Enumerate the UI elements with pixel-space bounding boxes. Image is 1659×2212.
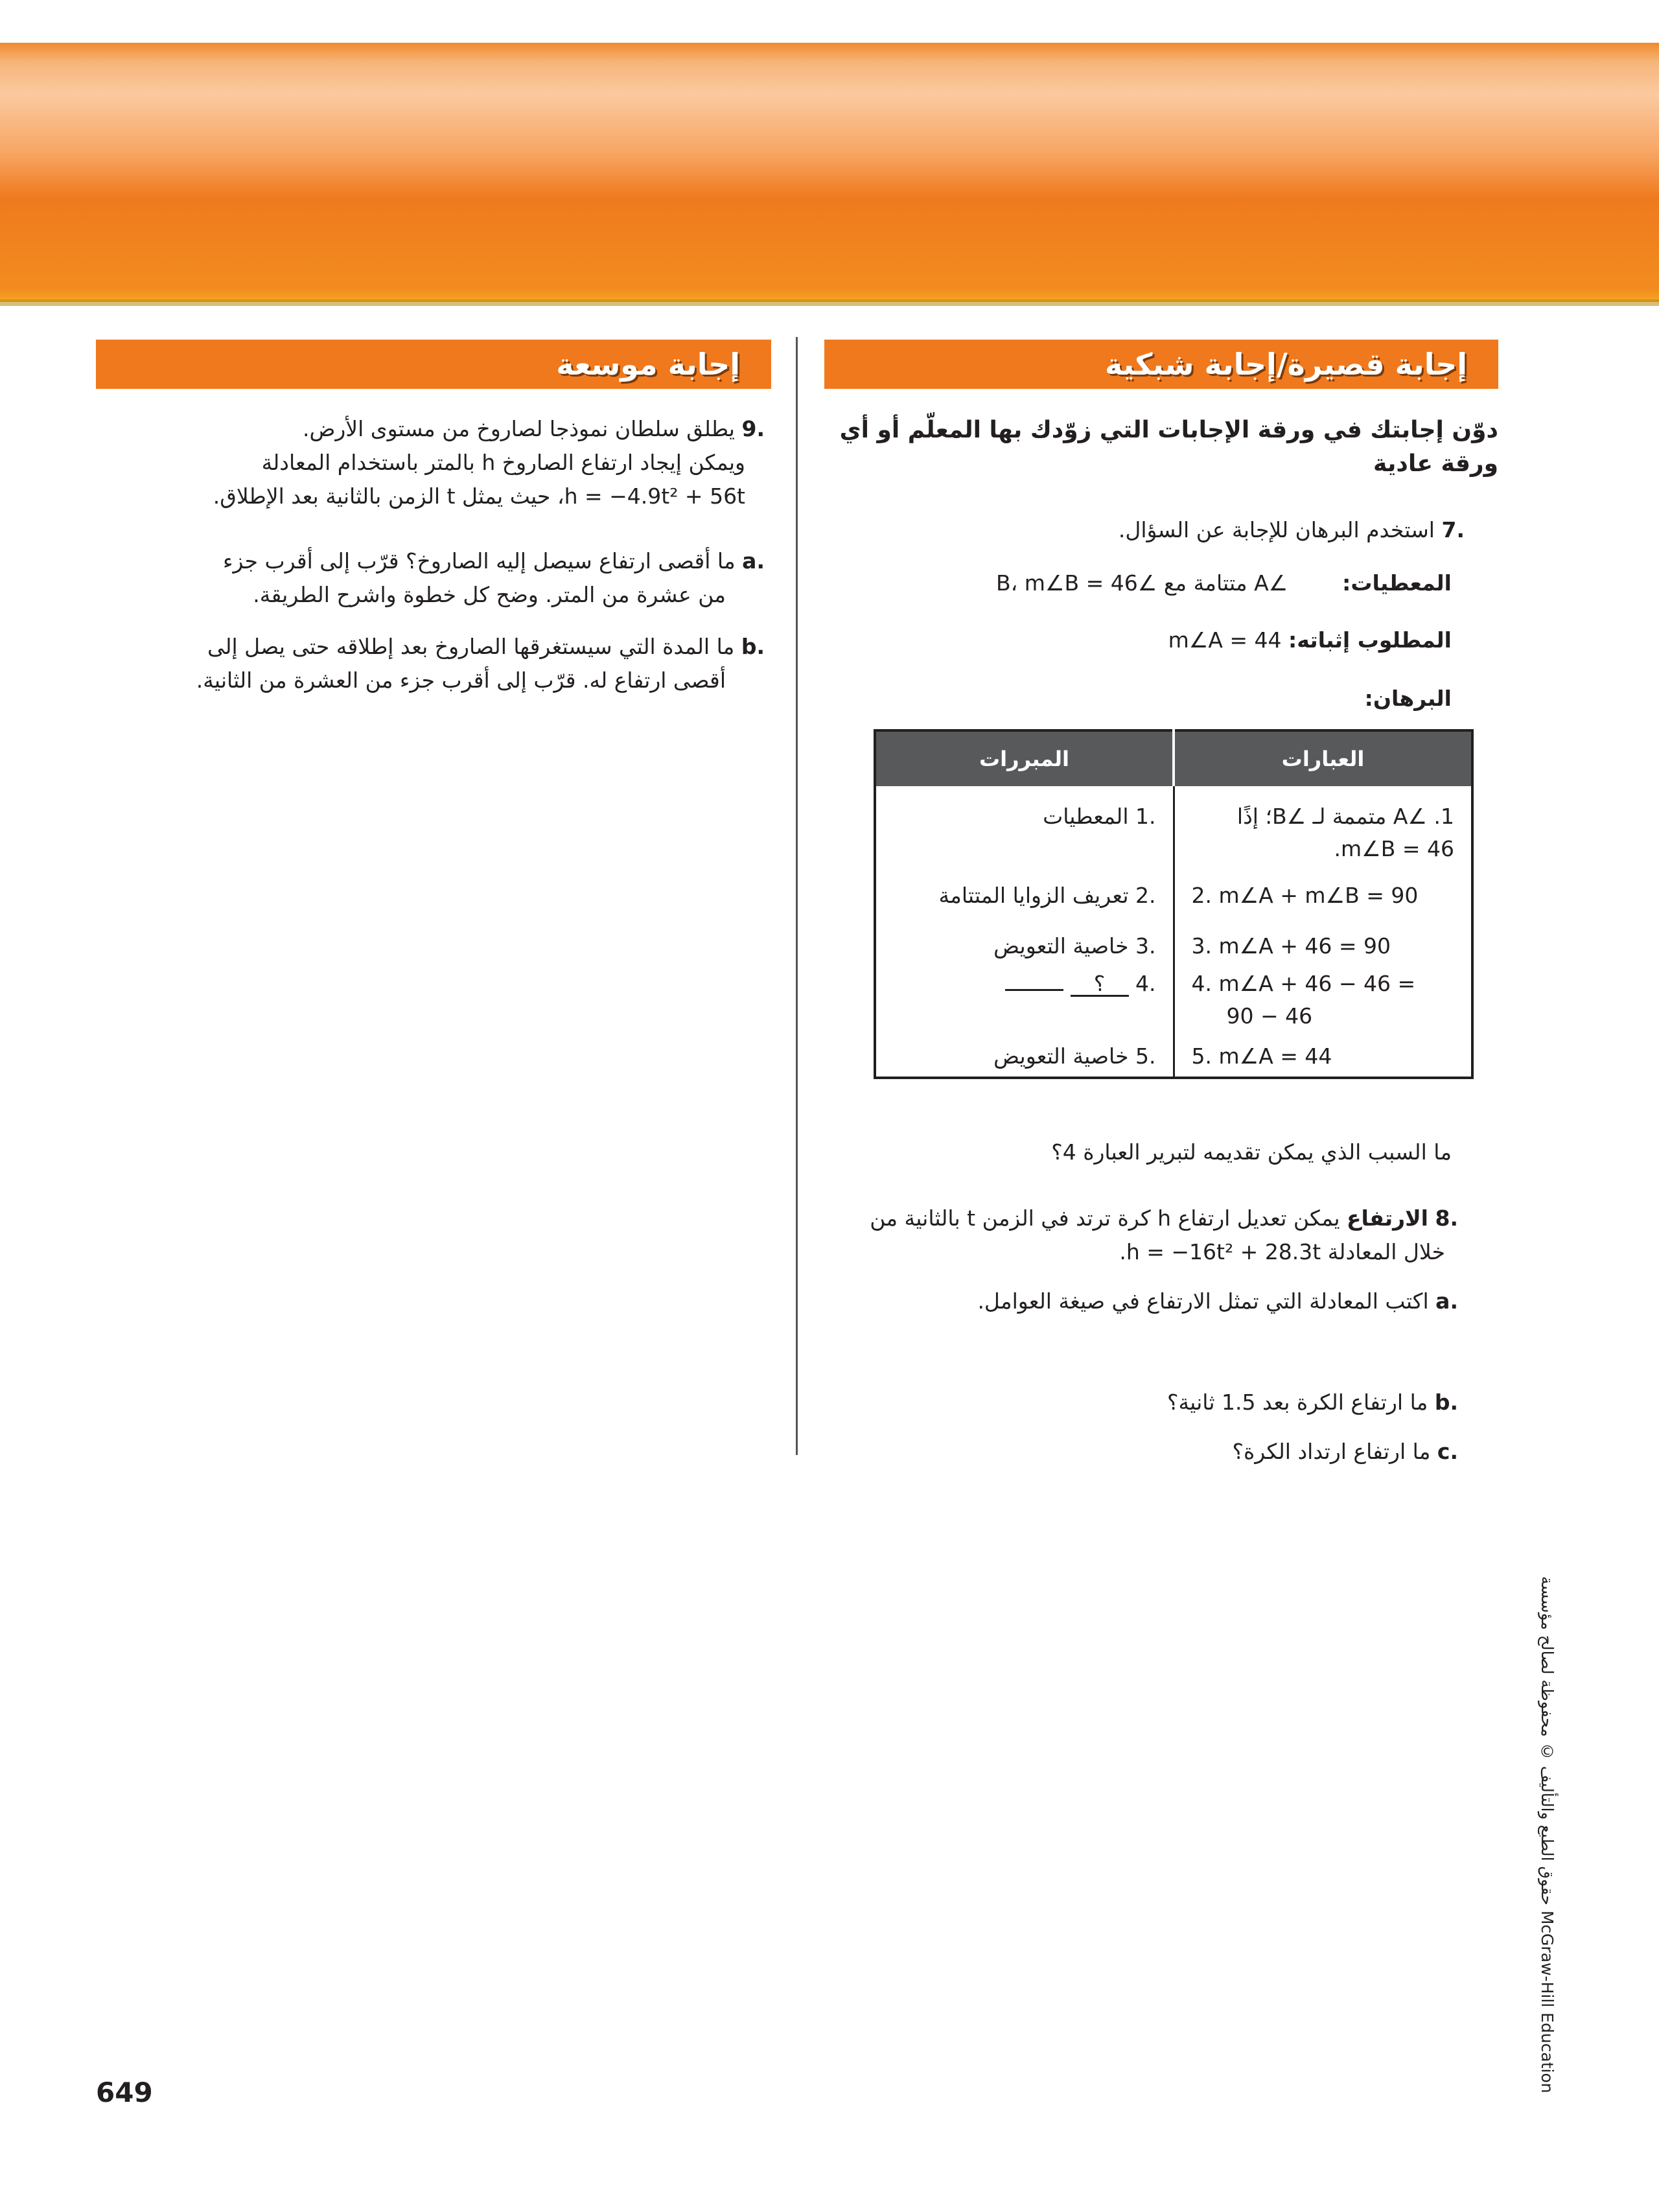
- statement-1: [1174, 786, 1472, 865]
- instruction-line-2: ورقة عادية: [1373, 450, 1498, 477]
- short-answer-header: إجابة قصيرة/إجابة شبكية: [824, 340, 1498, 389]
- statement-1-b: m∠B = 46.: [1334, 836, 1454, 861]
- table-row: [875, 1032, 1472, 1078]
- q8-c-label: .c: [1437, 1439, 1458, 1464]
- q7-given: [842, 566, 1452, 600]
- q9-line2: ويمكن إيجاد ارتفاع الصاروخ h بالمتر باستخدام المعادلة: [261, 450, 745, 475]
- q7-text: استخدم البرهان للإجابة عن السؤال.: [1118, 517, 1435, 542]
- q9-b-line2: أقصى ارتفاع له. قرّب إلى أقرب جزء من العشرة من الثانية.: [196, 668, 726, 693]
- reason-2: .2 تعريف الزوايا المتتامة: [875, 865, 1174, 912]
- q9-line3: h = −4.9t² + 56t، حيث يمثل t الزمن بالثانية بعد الإطلاق.: [213, 483, 745, 509]
- statement-4-a: 4. m∠A + 46 − 46 =: [1191, 971, 1416, 996]
- top-orange-banner: [0, 43, 1659, 302]
- reason-4: [875, 962, 1174, 1032]
- q9-line1: يطلق سلطان نموذجا لصاروخ من مستوى الأرض.: [302, 416, 735, 441]
- q8-number: .8: [1435, 1205, 1458, 1231]
- q9-a-label: .a: [742, 548, 765, 574]
- reason-5: .5 خاصية التعويض: [875, 1032, 1174, 1078]
- col-statements-header: العبارات: [1174, 730, 1472, 786]
- q9: [97, 412, 765, 446]
- instruction-line-1: دوّن إجابتك في ورقة الإجابات التي زوّدك بها المعلّم أو أي: [839, 417, 1498, 443]
- q7-number: .7: [1441, 517, 1465, 542]
- reason-4-number: .4: [1135, 971, 1156, 996]
- statement-4-b: 90 − 46: [1226, 1003, 1313, 1029]
- q9-a-line1: ما أقصى ارتفاع سيصل إليه الصاروخ؟ قرّب إلى أقرب جزء: [222, 548, 736, 574]
- table-row: [875, 786, 1472, 865]
- banner-edge: [0, 299, 1659, 306]
- reason-1: .1 المعطيات: [875, 786, 1174, 865]
- q9-b-line1: ما المدة التي سيستغرقها الصاروخ بعد إطلاقه حتى يصل إلى: [207, 634, 735, 659]
- prove-label: المطلوب إثباته:: [1288, 627, 1452, 653]
- prove-text: m∠A = 44: [1168, 627, 1282, 653]
- statement-3: 3. m∠A + 46 = 90: [1191, 933, 1391, 959]
- q8-a: [842, 1285, 1458, 1318]
- statement-4: [1174, 962, 1472, 1032]
- proof-label: البرهان:: [1364, 686, 1452, 711]
- q8: [830, 1202, 1458, 1235]
- q8-title: الارتفاع: [1347, 1205, 1428, 1231]
- q9-b-label: .b: [741, 634, 765, 659]
- q8-b-text: ما ارتفاع الكرة بعد 1.5 ثانية؟: [1166, 1390, 1428, 1415]
- q9-number: .9: [741, 416, 765, 441]
- table-row: [875, 865, 1472, 912]
- col-reasons-header: المبررات: [875, 730, 1174, 786]
- q7: [842, 513, 1465, 547]
- column-divider: [796, 337, 798, 1455]
- reason-4-blank-line: [1005, 989, 1063, 991]
- given-label: المعطيات:: [1342, 570, 1452, 596]
- copyright-vertical: حقوق الطبع والتأليف © محفوظة لصالح مؤسسة McGraw-Hill Education: [1538, 1576, 1557, 2093]
- q9-a-line2: من عشرة من المتر. وضح كل خطوة واشرح الطريقة.: [253, 582, 726, 607]
- extended-answer-header: إجابة موسعة: [96, 340, 771, 389]
- q8-b-label: .b: [1434, 1390, 1458, 1415]
- q9-a: [97, 544, 765, 578]
- reason-3: .3 خاصية التعويض: [875, 912, 1174, 962]
- q8-c-text: ما ارتفاع ارتداد الكرة؟: [1232, 1439, 1431, 1464]
- q7-question: ما السبب الذي يمكن تقديمه لتبرير العبارة 4؟: [1051, 1139, 1452, 1165]
- q8-a-label: .a: [1435, 1288, 1458, 1314]
- statement-1-a: 1. ∠A متممة لـ ∠B؛ إذًا: [1236, 804, 1454, 829]
- q9-b: [97, 630, 765, 664]
- given-text: ∠A متتامة مع ∠B، m∠B = 46: [995, 570, 1288, 596]
- statement-5: 5. m∠A = 44: [1191, 1043, 1332, 1069]
- q8-a-text: اكتب المعادلة التي تمثل الارتفاع في صيغة العوامل.: [977, 1288, 1429, 1314]
- q7-prove: [842, 623, 1452, 657]
- q8-text-line1: يمكن تعديل ارتفاع h كرة ترتد في الزمن t بالثانية من: [870, 1205, 1340, 1231]
- table-row: [875, 962, 1472, 1032]
- q8-c: [842, 1435, 1458, 1469]
- reason-4-blank: ؟: [1071, 973, 1129, 997]
- q8-b: [842, 1386, 1458, 1419]
- statement-2: 2. m∠A + m∠B = 90: [1191, 883, 1419, 908]
- proof-table: [874, 729, 1474, 1079]
- table-row: [875, 912, 1472, 962]
- q8-line2: خلال المعادلة h = −16t² + 28.3t.: [1119, 1239, 1445, 1264]
- page-number: 649: [96, 2077, 153, 2108]
